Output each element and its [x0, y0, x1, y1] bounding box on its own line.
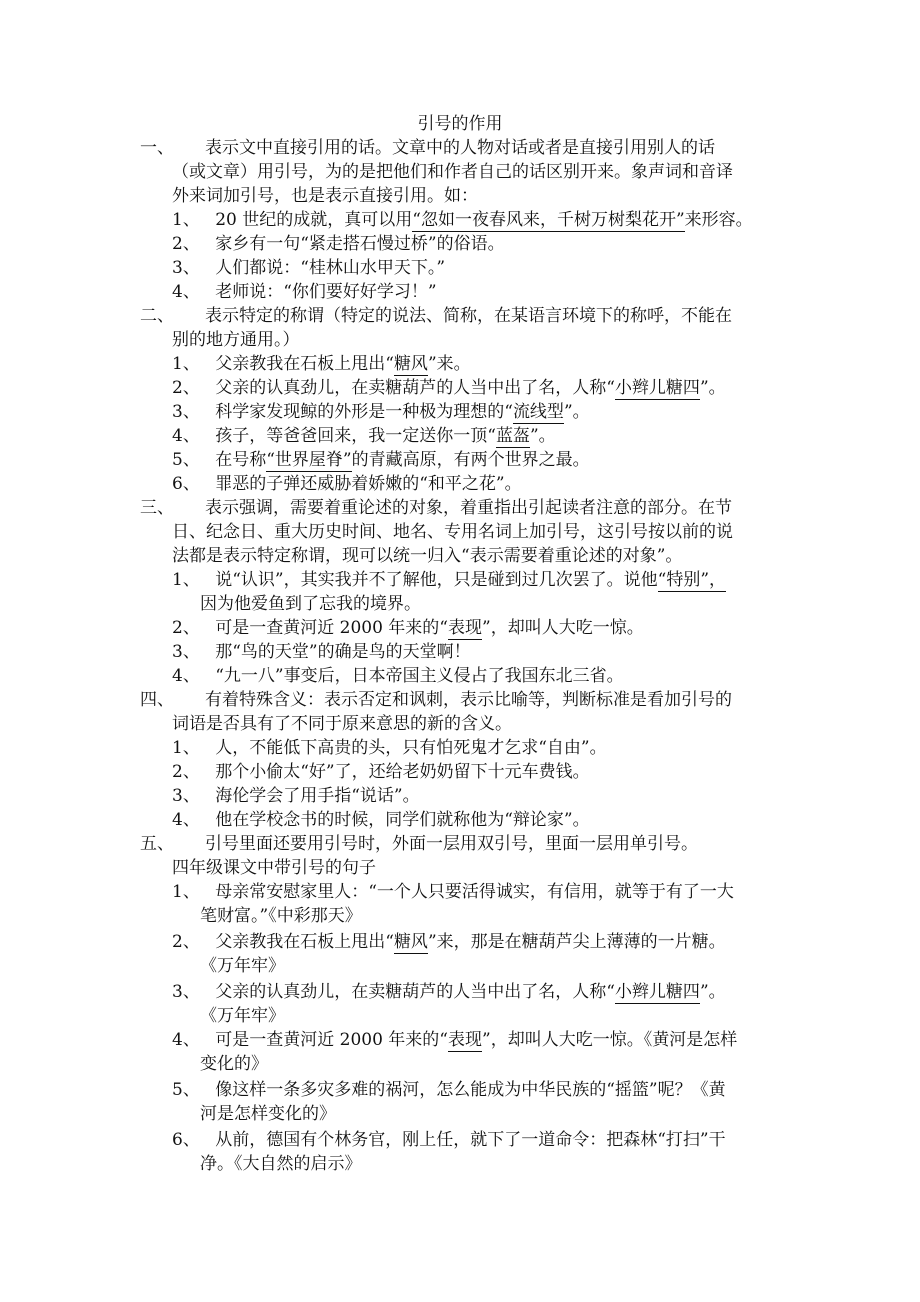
underlined-term: 蓝盔 — [495, 426, 530, 446]
list-item — [172, 376, 726, 400]
underlined-term: 流线型 — [512, 402, 564, 422]
item-continuation: 因为他爱鱼到了忘我的境界。 — [200, 594, 421, 614]
underlined-term: “世界屋脊” — [266, 450, 352, 470]
item-continuation: 净。《大自然的启示》 — [200, 1154, 362, 1174]
item-number: 1、 — [172, 570, 200, 590]
item-number: 1、 — [172, 210, 200, 230]
item-text: 罪恶的子弹还威胁着娇嫩的“和平之花”。 — [215, 474, 522, 494]
item-number: 1、 — [172, 354, 200, 374]
item-text: 他在学校念书的时候，同学们就称他为“辩论家”。 — [215, 810, 590, 830]
item-continuation: 河是怎样变化的》 — [200, 1104, 336, 1124]
section-2-line: 表示特定的称谓（特定的说法、简称，在某语言环境下的称呼，不能在 — [205, 306, 732, 326]
item-number: 3、 — [172, 786, 200, 806]
item-text: 那“鸟的天堂”的确是鸟的天堂啊！ — [215, 642, 471, 662]
underlined-term: 表现 — [448, 618, 482, 638]
section-1-number: 一、 — [140, 138, 174, 158]
item-text: 可是一查黄河近 2000 年来的“ — [215, 1030, 448, 1050]
item-text: 父亲教我在石板上甩出“ — [215, 354, 394, 374]
section-4-line: 词语是否具有了不同于原来意思的新的含义。 — [172, 714, 512, 734]
section-3-number: 三、 — [140, 498, 174, 518]
page-title: 引号的作用 — [417, 114, 503, 134]
item-number: 4、 — [172, 282, 200, 302]
list-item — [172, 424, 556, 448]
item-text: 人们都说：“桂林山水甲天下。” — [215, 258, 446, 278]
list-item — [172, 472, 522, 496]
item-number: 2、 — [172, 618, 200, 638]
item-number: 6、 — [172, 474, 200, 494]
item-number: 6、 — [172, 1130, 200, 1150]
section-2-line: 别的地方通用。） — [172, 330, 300, 350]
item-text: 可是一查黄河近 2000 年来的“ — [215, 618, 448, 638]
item-number: 4、 — [172, 666, 200, 686]
list-item — [172, 736, 607, 760]
list-item — [172, 880, 734, 904]
section-5-number: 五、 — [140, 834, 174, 854]
item-continuation: 笔财富。”《中彩那天》 — [200, 906, 362, 926]
item-text: ”，却叫人大吃一惊。《黄河是怎样 — [482, 1030, 738, 1050]
item-text: 那个小偷太“好”了，还给老奶奶留下十元车费钱。 — [215, 762, 590, 782]
item-text: ”来，那是在糖葫芦尖上薄薄的一片糖。 — [427, 932, 726, 952]
item-text: ”。 — [563, 402, 590, 422]
list-item — [172, 1078, 726, 1102]
list-item — [172, 256, 445, 280]
item-text: 海伦学会了用手指“说话”。 — [215, 786, 420, 806]
list-item — [172, 808, 590, 832]
item-number: 2、 — [172, 234, 200, 254]
item-number: 2、 — [172, 932, 200, 952]
item-text: ”。 — [699, 378, 726, 398]
item-number: 4、 — [172, 426, 200, 446]
item-text: 的青藏高原，有两个世界之最。 — [351, 450, 590, 470]
item-text: 老师说：“你们要好好学习！” — [215, 282, 437, 302]
item-text: 母亲常安慰家里人：“一个人只要活得诚实，有信用，就等于有了一大 — [215, 882, 734, 902]
list-item — [172, 568, 726, 592]
section-1-line: 表示文中直接引用的话。文章中的人物对话或者是直接引用别人的话 — [205, 138, 715, 158]
section-1-line: 外来词加引号，也是表示直接引用。如： — [172, 186, 478, 206]
item-number: 4、 — [172, 1030, 200, 1050]
item-text: “九一八”事变后，日本帝国主义侵占了我国东北三省。 — [215, 666, 624, 686]
item-text: 孩子，等爸爸回来，我一定送你一顶“ — [215, 426, 496, 446]
item-number: 3、 — [172, 982, 200, 1002]
section-4-number: 四、 — [140, 690, 174, 710]
list-item — [172, 784, 420, 808]
list-item — [172, 930, 726, 954]
item-text: 家乡有一句“紧走搭石慢过桥”的俗语。 — [215, 234, 505, 254]
item-text: 来形容。 — [684, 210, 753, 230]
underlined-quote: “忽如一夜春风来，千树万树梨花开” — [412, 210, 685, 230]
item-text: 说“认识”，其实我并不了解他，只是碰到过几次罢了。说他 — [215, 570, 658, 590]
item-text: 父亲教我在石板上甩出“ — [215, 932, 394, 952]
underlined-term: “特别”， — [657, 570, 727, 590]
section-1-line: （或文章）用引号，为的是把他们和作者自己的话区别开来。象声词和音译 — [172, 162, 733, 182]
item-text: 20 世纪的成就，真可以用 — [215, 210, 413, 230]
item-number: 3、 — [172, 642, 200, 662]
item-text: ”来。 — [427, 354, 471, 374]
list-item — [172, 664, 624, 688]
item-text: 在号称 — [215, 450, 267, 470]
item-number: 3、 — [172, 402, 200, 422]
item-continuation: 《万年牢》 — [200, 1006, 285, 1026]
item-continuation: 变化的》 — [200, 1054, 268, 1074]
list-item — [172, 760, 590, 784]
item-number: 2、 — [172, 762, 200, 782]
item-number: 3、 — [172, 258, 200, 278]
item-number: 2、 — [172, 378, 200, 398]
item-text: 科学家发现鲸的外形是一种极为理想的“ — [215, 402, 513, 422]
section-3-line: 表示强调，需要着重论述的对象，着重指出引起读者注意的部分。在节 — [205, 498, 732, 518]
section-3-line: 日、纪念日、重大历史时间、地名、专用名词上加引号，这引号按以前的说 — [172, 522, 733, 542]
section-5-line: 引号里面还要用引号时，外面一层用双引号，里面一层用单引号。 — [205, 834, 698, 854]
item-number: 5、 — [172, 450, 200, 470]
list-item — [172, 232, 505, 256]
item-number: 5、 — [172, 1080, 200, 1100]
underlined-term: 糖风 — [393, 932, 428, 952]
list-item — [172, 980, 726, 1004]
list-item — [172, 352, 471, 376]
underlined-term: 表现 — [448, 1030, 482, 1050]
item-number: 1、 — [172, 882, 200, 902]
section-3-line: 法都是表示特定称谓，现可以统一归入“表示需要着重论述的对象”。 — [172, 546, 683, 566]
list-item — [172, 1028, 737, 1052]
item-number: 4、 — [172, 810, 200, 830]
item-text: 像这样一条多灾多难的祸河，怎么能成为中华民族的“摇篮”呢？《黄 — [215, 1080, 726, 1100]
item-text: ”。 — [699, 982, 726, 1002]
list-item — [172, 1128, 726, 1152]
list-item — [172, 448, 590, 472]
list-item — [172, 616, 644, 640]
underlined-term: 小辫儿糖四 — [614, 982, 700, 1002]
item-continuation: 《万年牢》 — [200, 956, 285, 976]
section-subtitle: 四年级课文中带引号的句子 — [172, 858, 376, 878]
item-text: ”，却叫人大吃一惊。 — [482, 618, 644, 638]
item-text: ”。 — [529, 426, 556, 446]
underlined-term: 糖风 — [393, 354, 428, 374]
underlined-term: 小辫儿糖四 — [614, 378, 700, 398]
list-item — [172, 208, 753, 232]
item-text: 父亲的认真劲儿，在卖糖葫芦的人当中出了名，人称“ — [215, 378, 615, 398]
item-text: 人，不能低下高贵的头，只有怕死鬼才乞求“自由”。 — [215, 738, 607, 758]
section-4-line: 有着特殊含义：表示否定和讽刺，表示比喻等，判断标准是看加引号的 — [205, 690, 732, 710]
list-item — [172, 280, 437, 304]
item-text: 父亲的认真劲儿，在卖糖葫芦的人当中出了名，人称“ — [215, 982, 615, 1002]
list-item — [172, 640, 471, 664]
list-item — [172, 400, 590, 424]
item-number: 1、 — [172, 738, 200, 758]
item-text: 从前，德国有个林务官，刚上任，就下了一道命令：把森林“打扫”干 — [215, 1130, 726, 1150]
section-2-number: 二、 — [140, 306, 174, 326]
